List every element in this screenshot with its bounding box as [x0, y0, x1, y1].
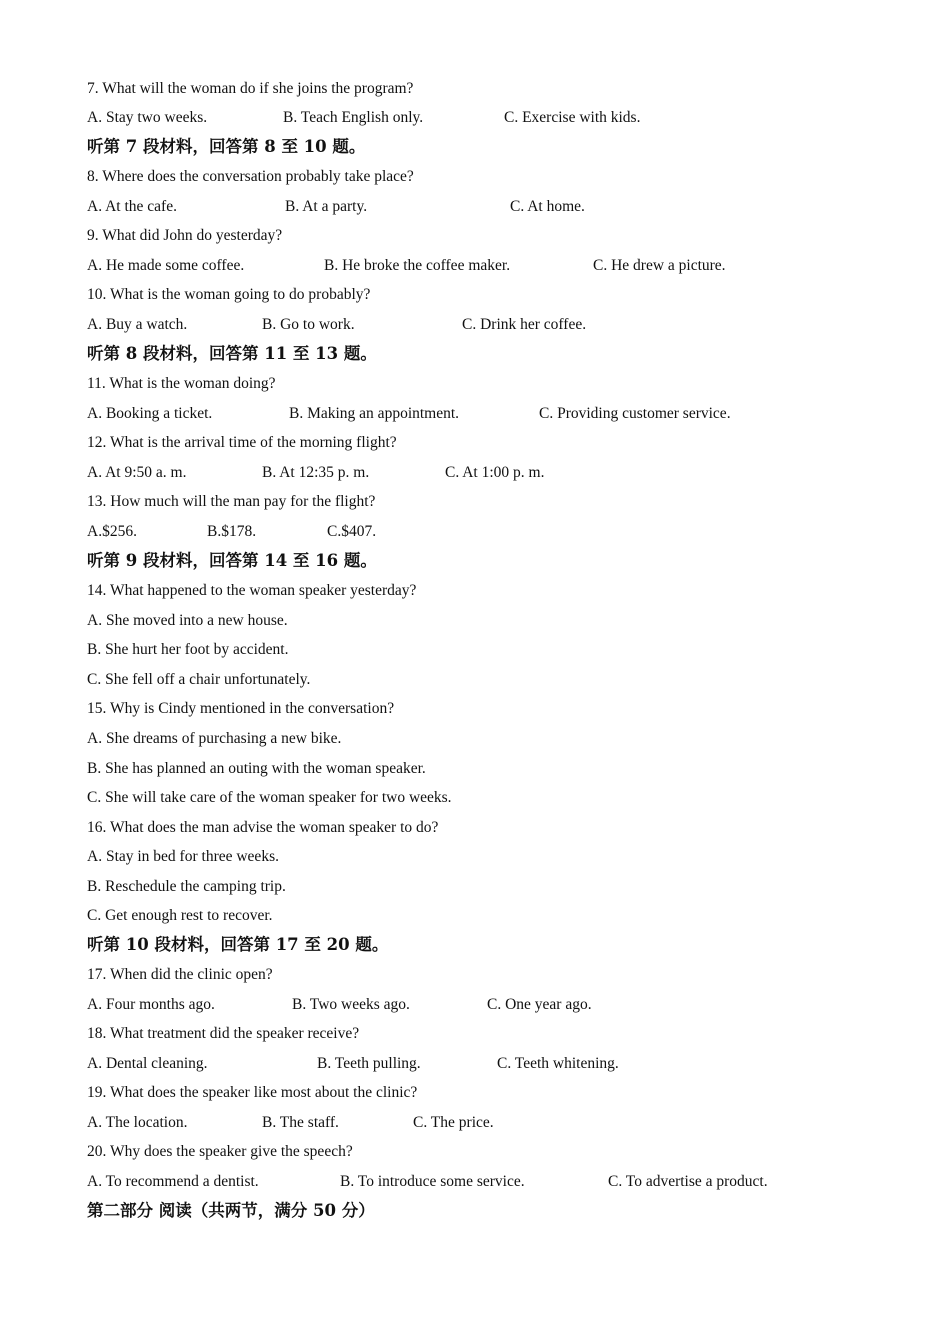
question-17-option-a: A. Four months ago. [87, 996, 215, 1013]
question-17-option-b: B. Two weeks ago. [292, 996, 410, 1013]
question-9-option-b: B. He broke the coffee maker. [324, 257, 511, 274]
question-12-stem: 12. What is the arrival time of the morning flight? [87, 434, 397, 451]
section-heading-9: 听第 9 段材料，回答第 14 至 16 题。 [87, 551, 377, 570]
question-12-option-a: A. At 9:50 a. m. [87, 464, 187, 481]
question-19-option-a: A. The location. [87, 1114, 188, 1131]
question-10-stem: 10. What is the woman going to do probably? [87, 286, 371, 303]
question-9-stem: 9. What did John do yesterday? [87, 227, 283, 244]
question-13-option-b: B.$178. [207, 523, 257, 540]
question-10-option-c: C. Drink her coffee. [462, 316, 587, 333]
question-13-option-a: A.$256. [87, 523, 137, 540]
question-7-option-b: B. Teach English only. [283, 109, 424, 126]
question-18-option-b: B. Teeth pulling. [317, 1055, 421, 1072]
question-15-option-c: C. She will take care of the woman speaker for two weeks. [87, 789, 452, 806]
question-7-option-c: C. Exercise with kids. [504, 109, 641, 126]
question-8-option-b: B. At a party. [285, 198, 368, 215]
question-20-option-a: A. To recommend a dentist. [87, 1173, 259, 1190]
question-15-option-a: A. She dreams of purchasing a new bike. [87, 730, 342, 747]
question-16-option-a: A. Stay in bed for three weeks. [87, 848, 279, 865]
question-8-option-c: C. At home. [510, 198, 585, 215]
question-20-option-b: B. To introduce some service. [340, 1173, 525, 1190]
question-7-option-a: A. Stay two weeks. [87, 109, 208, 126]
question-9-option-a: A. He made some coffee. [87, 257, 245, 274]
part-two-heading: 第二部分 阅读（共两节，满分 50 分） [87, 1201, 375, 1220]
question-13-stem: 13. How much will the man pay for the flight? [87, 493, 376, 510]
section-heading-10: 听第 10 段材料，回答第 17 至 20 题。 [87, 935, 389, 954]
question-20-option-c: C. To advertise a product. [608, 1173, 768, 1190]
question-14-option-b: B. She hurt her foot by accident. [87, 641, 289, 658]
question-14-option-c: C. She fell off a chair unfortunately. [87, 671, 311, 688]
question-15-option-b: B. She has planned an outing with the woman speaker. [87, 760, 426, 777]
question-11-option-a: A. Booking a ticket. [87, 405, 213, 422]
question-14-stem: 14. What happened to the woman speaker yesterday? [87, 582, 417, 599]
question-19-option-b: B. The staff. [262, 1114, 339, 1131]
question-15-stem: 15. Why is Cindy mentioned in the conversation? [87, 700, 395, 717]
question-10-option-a: A. Buy a watch. [87, 316, 188, 333]
question-19-stem: 19. What does the speaker like most about the clinic? [87, 1084, 418, 1101]
question-13-option-c: C.$407. [327, 523, 377, 540]
question-20-stem: 20. Why does the speaker give the speech? [87, 1143, 353, 1160]
question-11-option-b: B. Making an appointment. [289, 405, 460, 422]
section-heading-7: 听第 7 段材料，回答第 8 至 10 题。 [87, 137, 366, 156]
question-18-option-a: A. Dental cleaning. [87, 1055, 208, 1072]
section-heading-8: 听第 8 段材料，回答第 11 至 13 题。 [87, 344, 377, 363]
question-8-option-a: A. At the cafe. [87, 198, 177, 215]
question-16-option-c: C. Get enough rest to recover. [87, 907, 273, 924]
question-8-stem: 8. Where does the conversation probably take place? [87, 168, 414, 185]
question-11-stem: 11. What is the woman doing? [87, 375, 276, 392]
question-16-stem: 16. What does the man advise the woman speaker to do? [87, 819, 439, 836]
question-10-option-b: B. Go to work. [262, 316, 355, 333]
question-18-stem: 18. What treatment did the speaker receive? [87, 1025, 360, 1042]
question-12-option-b: B. At 12:35 p. m. [262, 464, 370, 481]
question-11-option-c: C. Providing customer service. [539, 405, 731, 422]
question-9-option-c: C. He drew a picture. [593, 257, 726, 274]
question-12-option-c: C. At 1:00 p. m. [445, 464, 545, 481]
question-19-option-c: C. The price. [413, 1114, 494, 1131]
question-17-stem: 17. When did the clinic open? [87, 966, 273, 983]
question-16-option-b: B. Reschedule the camping trip. [87, 878, 286, 895]
question-17-option-c: C. One year ago. [487, 996, 592, 1013]
question-14-option-a: A. She moved into a new house. [87, 612, 288, 629]
question-7-stem: 7. What will the woman do if she joins the program? [87, 80, 414, 97]
question-18-option-c: C. Teeth whitening. [497, 1055, 619, 1072]
